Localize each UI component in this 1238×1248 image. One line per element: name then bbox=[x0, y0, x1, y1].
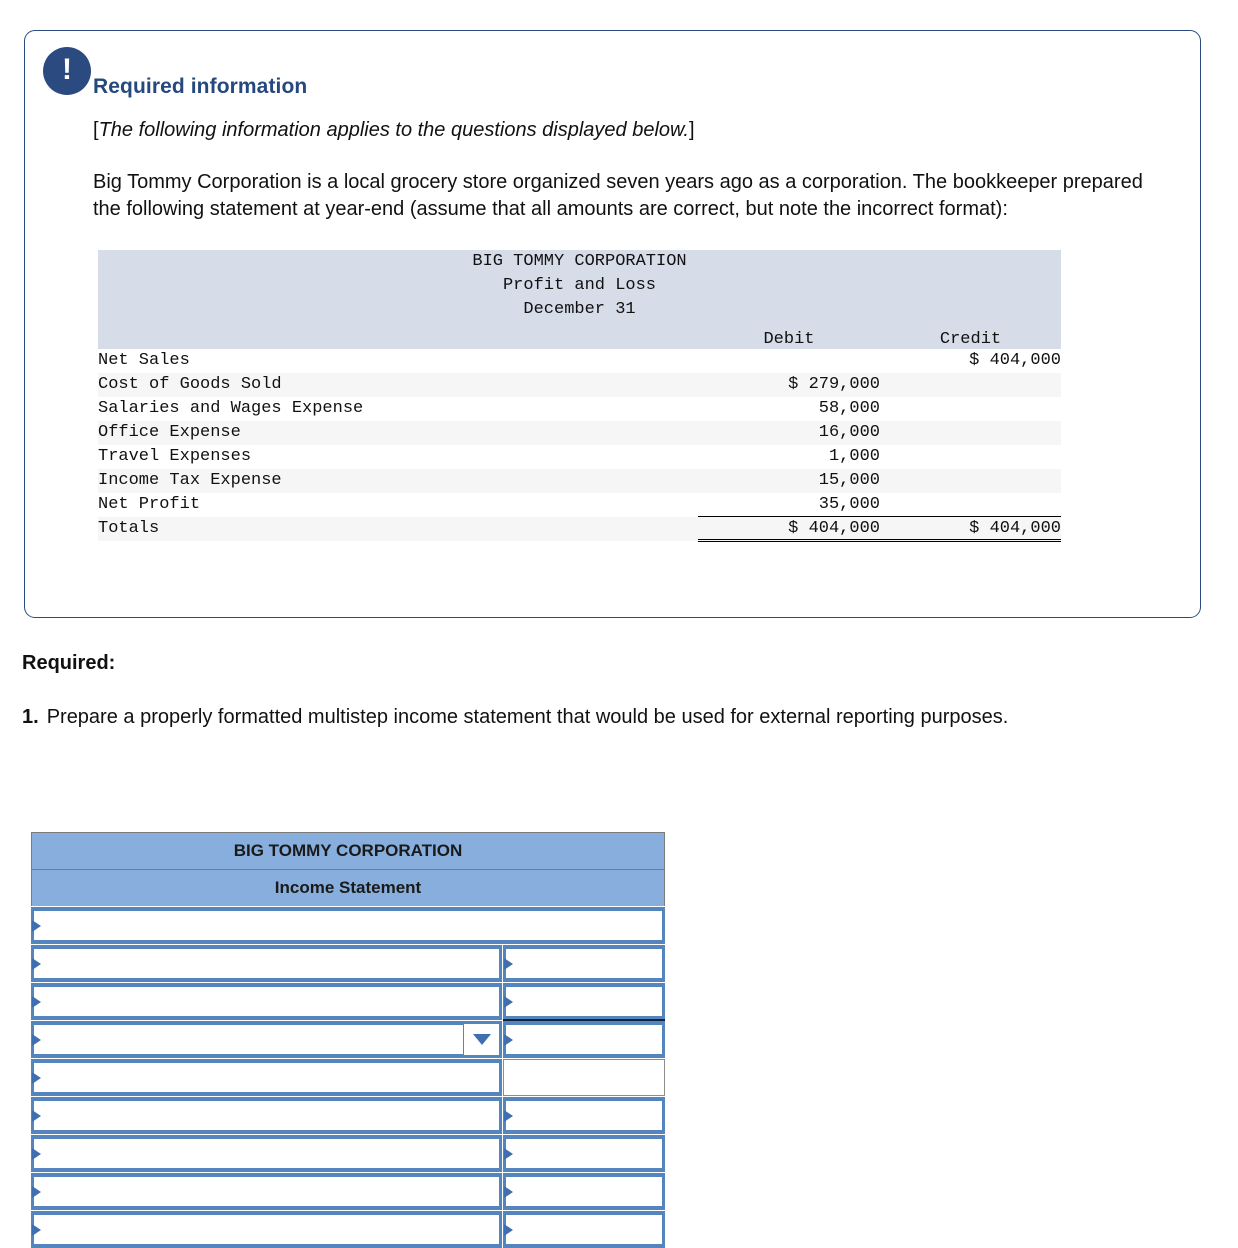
worksheet-header-statement: Income Statement bbox=[31, 869, 665, 906]
amount-input[interactable] bbox=[503, 1211, 665, 1248]
cell-marker-triangle-icon bbox=[504, 958, 513, 970]
cell-marker-triangle-icon bbox=[32, 996, 41, 1008]
pl-row bbox=[98, 349, 1061, 373]
required-section bbox=[22, 652, 1202, 731]
pl-row-debit: 1,000 bbox=[828, 447, 880, 467]
worksheet-label-cell[interactable] bbox=[31, 907, 665, 944]
worksheet-label-cell[interactable] bbox=[31, 983, 502, 1020]
worksheet-row bbox=[31, 983, 665, 1020]
pl-row-debit: $ 404,000 bbox=[698, 517, 880, 541]
cell-marker-triangle-icon bbox=[504, 1186, 513, 1198]
pl-row-credit bbox=[880, 421, 1061, 445]
worksheet-label-cell[interactable] bbox=[31, 1135, 502, 1172]
worksheet-row bbox=[31, 1021, 665, 1058]
worksheet-label-cell[interactable] bbox=[31, 1021, 502, 1058]
pl-row-debit: 58,000 bbox=[818, 399, 880, 419]
line-item-input[interactable] bbox=[31, 907, 665, 944]
pl-credit-header: Credit bbox=[880, 322, 1061, 349]
pl-row bbox=[98, 397, 1061, 421]
applies-note bbox=[93, 117, 1154, 143]
subtotal-rule bbox=[503, 1019, 665, 1021]
pl-blank-header bbox=[98, 322, 698, 349]
line-item-input[interactable] bbox=[31, 1059, 502, 1096]
worksheet-label-cell[interactable] bbox=[31, 1211, 502, 1248]
cell-marker-triangle-icon bbox=[504, 1148, 513, 1160]
page-title: Required information bbox=[93, 75, 308, 98]
note-bracket-open: [ bbox=[93, 119, 99, 141]
profit-and-loss-table bbox=[98, 250, 1061, 543]
worksheet-row bbox=[31, 1135, 665, 1172]
worksheet-amount-cell[interactable] bbox=[503, 945, 665, 982]
pl-row-credit: $ 404,000 bbox=[880, 517, 1061, 541]
required-label: Required: bbox=[22, 652, 116, 674]
worksheet-amount-cell[interactable] bbox=[503, 1021, 665, 1058]
cell-marker-triangle-icon bbox=[32, 1034, 41, 1046]
pl-row-debit: 15,000 bbox=[698, 469, 880, 493]
worksheet-label-cell[interactable] bbox=[31, 1173, 502, 1210]
worksheet-amount-cell[interactable] bbox=[503, 1097, 665, 1134]
line-item-input[interactable] bbox=[31, 1021, 502, 1058]
line-item-dropdown-button[interactable] bbox=[463, 1024, 499, 1055]
required-information-panel bbox=[24, 30, 1201, 618]
requirement-item-1 bbox=[22, 703, 1202, 731]
pl-column-header-row bbox=[98, 322, 1061, 349]
line-item-input[interactable] bbox=[31, 1211, 502, 1248]
income-statement-worksheet bbox=[31, 832, 665, 1248]
pl-row bbox=[98, 373, 1061, 397]
worksheet-label-cell[interactable] bbox=[31, 1059, 502, 1096]
line-item-input[interactable] bbox=[31, 1135, 502, 1172]
pl-statement-date: December 31 bbox=[98, 298, 1061, 322]
pl-statement-name: Profit and Loss bbox=[98, 274, 1061, 298]
worksheet-amount-cell bbox=[503, 1059, 665, 1096]
worksheet-row bbox=[31, 1211, 665, 1248]
amount-input[interactable] bbox=[503, 1021, 665, 1058]
worksheet-row bbox=[31, 1173, 665, 1210]
pl-row-debit: $ 279,000 bbox=[698, 373, 880, 397]
amount-input[interactable] bbox=[503, 945, 665, 982]
cell-marker-triangle-icon bbox=[32, 920, 41, 932]
cell-marker-triangle-icon bbox=[504, 1110, 513, 1122]
worksheet-row bbox=[31, 945, 665, 982]
pl-debit-header: Debit bbox=[698, 322, 880, 349]
pl-title-row-2 bbox=[98, 274, 1061, 298]
worksheet-label-cell[interactable] bbox=[31, 945, 502, 982]
pl-row-credit bbox=[880, 397, 1061, 421]
pl-row-credit bbox=[880, 493, 1061, 517]
pl-row bbox=[98, 469, 1061, 493]
amount-input[interactable] bbox=[503, 983, 665, 1020]
pl-row-debit: 35,000 bbox=[818, 495, 880, 515]
cell-marker-triangle-icon bbox=[32, 1148, 41, 1160]
note-italic-text: The following information applies to the questions displayed below. bbox=[98, 119, 689, 141]
amount-input[interactable] bbox=[503, 1097, 665, 1134]
pl-row-credit bbox=[880, 373, 1061, 397]
cell-marker-triangle-icon bbox=[32, 1072, 41, 1084]
worksheet-row bbox=[31, 1059, 665, 1096]
pl-row-label: Totals bbox=[98, 517, 698, 541]
note-bracket-close: ] bbox=[688, 119, 695, 141]
scenario-paragraph: Big Tommy Corporation is a local grocery store organized seven years ago as a corporation. The bookkeeper prepared the following statement at year-end (assume that all amounts are correct, but note the incorrect format): bbox=[93, 171, 1143, 221]
worksheet-row bbox=[31, 907, 665, 944]
pl-row bbox=[98, 421, 1061, 445]
exclamation-glyph: ! bbox=[62, 53, 72, 86]
pl-row-label: Travel Expenses bbox=[98, 447, 252, 467]
pl-row-credit bbox=[880, 469, 1061, 493]
worksheet-row bbox=[31, 1097, 665, 1134]
cell-marker-triangle-icon bbox=[504, 996, 513, 1008]
amount-input[interactable] bbox=[503, 1173, 665, 1210]
requirement-number: 1. bbox=[22, 706, 39, 728]
cell-marker-triangle-icon bbox=[32, 1110, 41, 1122]
pl-row bbox=[98, 445, 1061, 469]
chevron-down-icon bbox=[473, 1034, 491, 1045]
pl-row-debit: 16,000 bbox=[698, 421, 880, 445]
cell-marker-triangle-icon bbox=[504, 1034, 513, 1046]
line-item-input[interactable] bbox=[31, 1097, 502, 1134]
exclamation-icon bbox=[43, 47, 91, 95]
worksheet-amount-cell[interactable] bbox=[503, 1173, 665, 1210]
pl-company-name: BIG TOMMY CORPORATION bbox=[98, 250, 1061, 274]
worksheet-label-cell[interactable] bbox=[31, 1097, 502, 1134]
line-item-input[interactable] bbox=[31, 983, 502, 1020]
pl-data-rows bbox=[98, 349, 1061, 541]
worksheet-amount-cell[interactable] bbox=[503, 1135, 665, 1172]
line-item-input[interactable] bbox=[31, 945, 502, 982]
pl-row-label: Net Sales bbox=[98, 351, 190, 371]
pl-row-label: Salaries and Wages Expense bbox=[98, 399, 364, 419]
amount-cell-readonly bbox=[503, 1059, 665, 1096]
pl-row bbox=[98, 493, 1061, 517]
pl-row-label: Office Expense bbox=[98, 421, 698, 445]
pl-row bbox=[98, 517, 1061, 541]
amount-input[interactable] bbox=[503, 1135, 665, 1172]
cell-marker-triangle-icon bbox=[32, 958, 41, 970]
pl-table-body bbox=[98, 250, 1061, 349]
worksheet-amount-cell[interactable] bbox=[503, 1211, 665, 1248]
pl-row-label: Net Profit bbox=[98, 495, 201, 515]
worksheet-rows bbox=[31, 907, 665, 1248]
pl-row-credit: $ 404,000 bbox=[969, 351, 1061, 371]
line-item-input[interactable] bbox=[31, 1173, 502, 1210]
pl-row-debit bbox=[698, 349, 880, 373]
worksheet-amount-cell[interactable] bbox=[503, 983, 665, 1020]
pl-row-label: Income Tax Expense bbox=[98, 469, 698, 493]
pl-title-row-1 bbox=[98, 250, 1061, 274]
pl-row-credit bbox=[880, 445, 1061, 469]
pl-title-row-3 bbox=[98, 298, 1061, 322]
cell-marker-triangle-icon bbox=[32, 1186, 41, 1198]
pl-row-label: Cost of Goods Sold bbox=[98, 373, 698, 397]
worksheet-header-company: BIG TOMMY CORPORATION bbox=[31, 832, 665, 869]
requirement-text: Prepare a properly formatted multistep income statement that would be used for external reporting purposes. bbox=[46, 706, 1009, 728]
